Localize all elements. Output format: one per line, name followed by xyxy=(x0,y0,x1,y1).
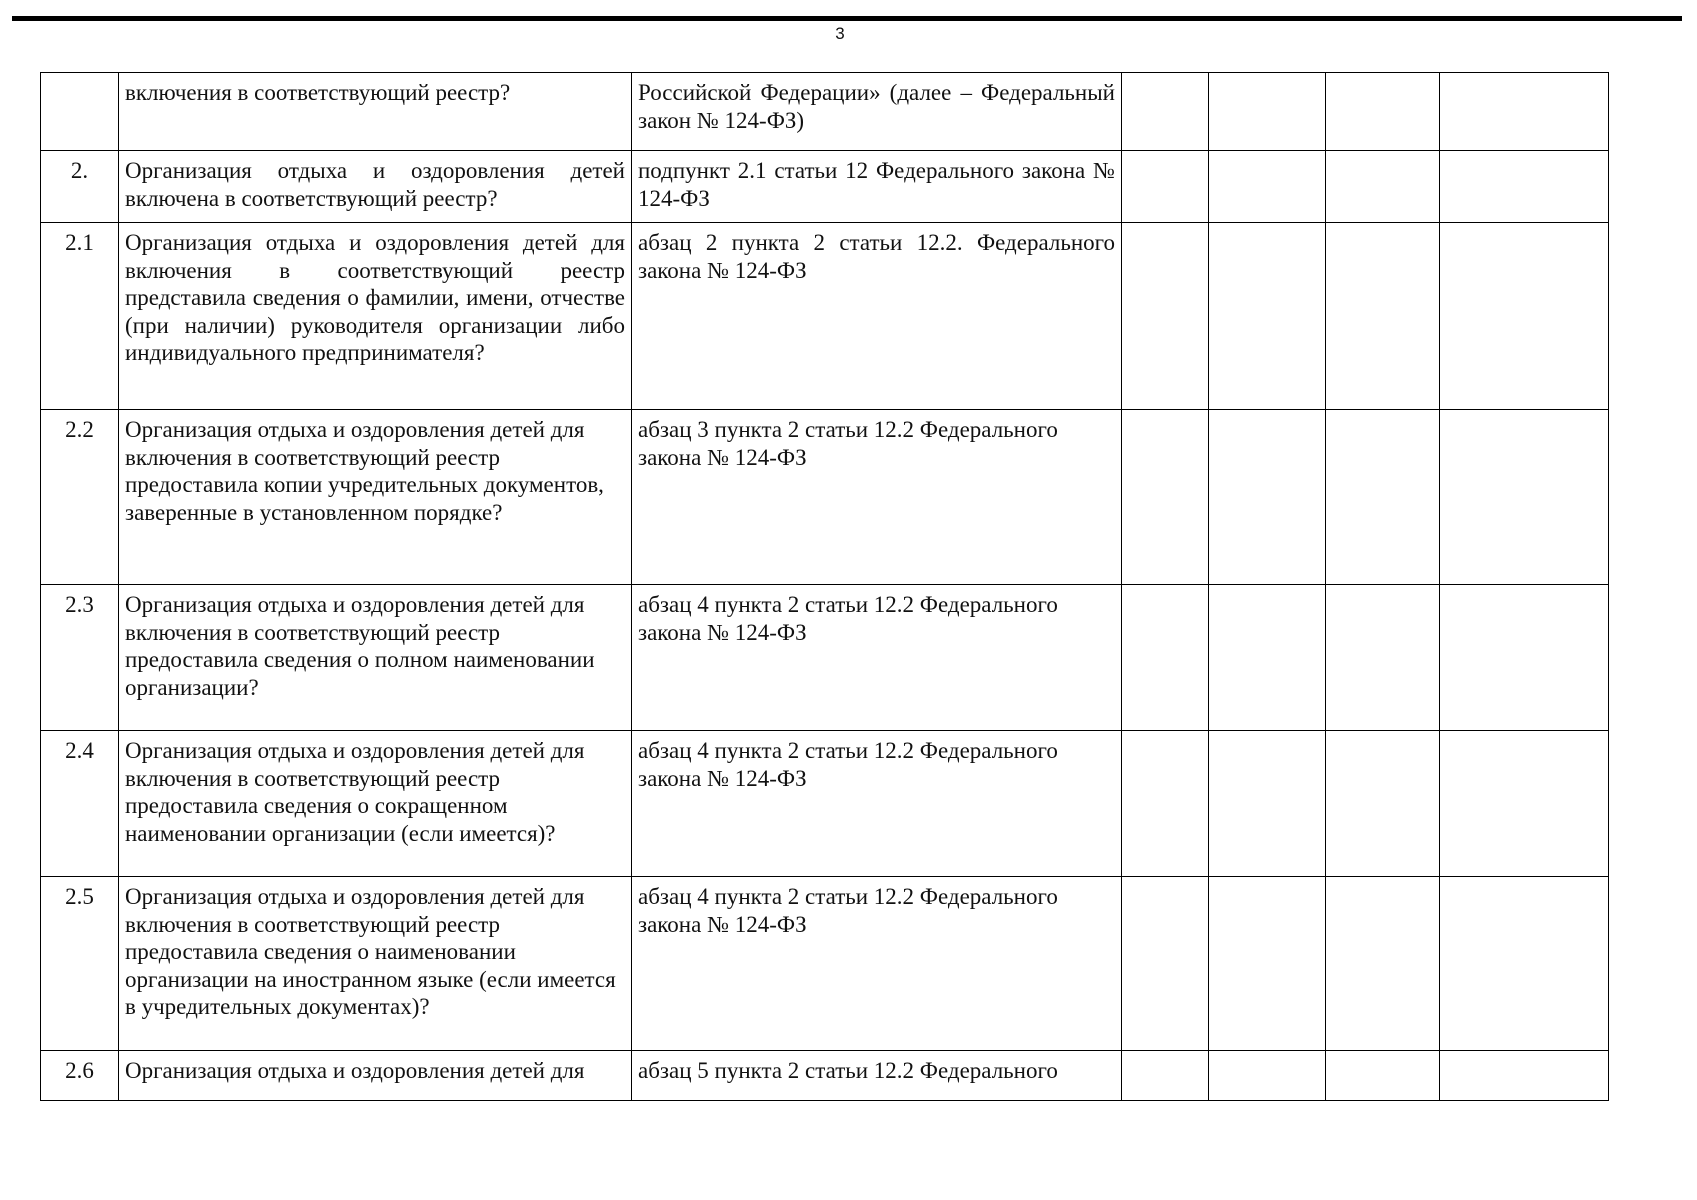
answer-na-cell[interactable] xyxy=(1326,151,1440,223)
notes-cell[interactable] xyxy=(1440,877,1609,1051)
table-row xyxy=(41,585,1609,731)
legal-basis: абзац 5 пункта 2 статьи 12.2 Федерального xyxy=(632,1051,1122,1101)
row-number: 2.1 xyxy=(41,223,119,410)
answer-yes-cell[interactable] xyxy=(1122,877,1209,1051)
answer-no-cell[interactable] xyxy=(1209,585,1326,731)
row-number xyxy=(41,73,119,151)
row-number: 2.5 xyxy=(41,877,119,1051)
requirement-question: Организация отдыха и оздоровления детей включена в соответствующий реестр? xyxy=(119,151,632,223)
requirement-question: Организация отдыха и оздоровления детей для включения в соответствующий реестр предоставила копии учредительных документов, заверенные в установленном порядке? xyxy=(119,410,632,585)
table-row xyxy=(41,151,1609,223)
requirement-question: Организация отдыха и оздоровления детей для включения в соответствующий реестр представила сведения о фамилии, имени, отчестве (при наличии) руководителя организации либо индивидуального предпринимателя? xyxy=(119,223,632,410)
answer-no-cell[interactable] xyxy=(1209,731,1326,877)
row-number: 2. xyxy=(41,151,119,223)
legal-basis: абзац 4 пункта 2 статьи 12.2 Федерального закона № 124-ФЗ xyxy=(632,585,1122,731)
answer-no-cell[interactable] xyxy=(1209,1051,1326,1101)
answer-yes-cell[interactable] xyxy=(1122,410,1209,585)
requirement-question: Организация отдыха и оздоровления детей для включения в соответствующий реестр предоставила сведения о сокращенном наименовании организации (если имеется)? xyxy=(119,731,632,877)
notes-cell[interactable] xyxy=(1440,731,1609,877)
answer-yes-cell[interactable] xyxy=(1122,73,1209,151)
answer-yes-cell[interactable] xyxy=(1122,223,1209,410)
table-row xyxy=(41,410,1609,585)
notes-cell[interactable] xyxy=(1440,410,1609,585)
answer-na-cell[interactable] xyxy=(1326,223,1440,410)
checklist-table xyxy=(40,72,1609,1101)
legal-basis: абзац 3 пункта 2 статьи 12.2 Федерального закона № 124-ФЗ xyxy=(632,410,1122,585)
requirement-question: Организация отдыха и оздоровления детей для включения в соответствующий реестр предоставила сведения о наименовании организации на иностранном языке (если имеется в учредительных документах)? xyxy=(119,877,632,1051)
row-number: 2.6 xyxy=(41,1051,119,1101)
requirement-question: Организация отдыха и оздоровления детей для включения в соответствующий реестр предоставила сведения о полном наименовании организации? xyxy=(119,585,632,731)
row-number: 2.4 xyxy=(41,731,119,877)
table-row xyxy=(41,877,1609,1051)
answer-no-cell[interactable] xyxy=(1209,877,1326,1051)
answer-na-cell[interactable] xyxy=(1326,73,1440,151)
legal-basis: абзац 4 пункта 2 статьи 12.2 Федерального закона № 124-ФЗ xyxy=(632,731,1122,877)
answer-no-cell[interactable] xyxy=(1209,151,1326,223)
top-rule xyxy=(12,16,1682,21)
answer-na-cell[interactable] xyxy=(1326,877,1440,1051)
legal-basis: Российской Федерации» (далее – Федеральный закон № 124-ФЗ) xyxy=(632,73,1122,151)
table-row xyxy=(41,731,1609,877)
row-number: 2.2 xyxy=(41,410,119,585)
answer-no-cell[interactable] xyxy=(1209,73,1326,151)
notes-cell[interactable] xyxy=(1440,223,1609,410)
table-row xyxy=(41,73,1609,151)
requirement-question: включения в соответствующий реестр? xyxy=(119,73,632,151)
answer-yes-cell[interactable] xyxy=(1122,151,1209,223)
notes-cell[interactable] xyxy=(1440,1051,1609,1101)
answer-na-cell[interactable] xyxy=(1326,731,1440,877)
answer-yes-cell[interactable] xyxy=(1122,731,1209,877)
legal-basis: абзац 4 пункта 2 статьи 12.2 Федерального закона № 124-ФЗ xyxy=(632,877,1122,1051)
answer-na-cell[interactable] xyxy=(1326,1051,1440,1101)
notes-cell[interactable] xyxy=(1440,73,1609,151)
answer-no-cell[interactable] xyxy=(1209,410,1326,585)
table-row xyxy=(41,223,1609,410)
page-number: 3 xyxy=(835,24,845,43)
legal-basis: подпункт 2.1 статьи 12 Федерального закона № 124-ФЗ xyxy=(632,151,1122,223)
table-row xyxy=(41,1051,1609,1101)
answer-yes-cell[interactable] xyxy=(1122,585,1209,731)
row-number: 2.3 xyxy=(41,585,119,731)
notes-cell[interactable] xyxy=(1440,585,1609,731)
answer-yes-cell[interactable] xyxy=(1122,1051,1209,1101)
answer-no-cell[interactable] xyxy=(1209,223,1326,410)
notes-cell[interactable] xyxy=(1440,151,1609,223)
legal-basis: абзац 2 пункта 2 статьи 12.2. Федерального закона № 124-ФЗ xyxy=(632,223,1122,410)
requirement-question: Организация отдыха и оздоровления детей для xyxy=(119,1051,632,1101)
answer-na-cell[interactable] xyxy=(1326,585,1440,731)
answer-na-cell[interactable] xyxy=(1326,410,1440,585)
